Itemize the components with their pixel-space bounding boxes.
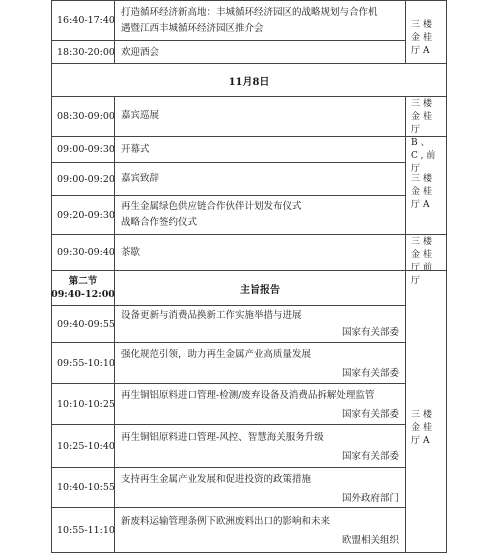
location-cell: 三楼金桂厅B、C,前厅	[405, 96, 447, 137]
session-line: 新废料运输管理条例下欧洲废料出口的影响和未来	[121, 516, 331, 527]
time-cell: 10:40-10:55	[51, 467, 115, 508]
session-cell	[114, 305, 406, 343]
time-cell: 16:40-17:40	[51, 0, 115, 41]
session-cell	[114, 467, 406, 508]
location-cell: 三楼金桂厅A	[405, 270, 447, 553]
presenter: 国家有关部委	[341, 368, 399, 379]
time-cell: 09:40-09:55	[51, 305, 115, 343]
presenter: 国家有关部委	[341, 409, 399, 420]
time-cell: 10:10-10:25	[51, 383, 115, 425]
session-line: 欢迎酒会	[121, 47, 160, 58]
session-line: 开幕式	[121, 144, 150, 155]
presenter: 国家有关部委	[341, 327, 399, 338]
time-cell: 18:30-20:00	[51, 40, 115, 64]
section-time: 09:40-12:00	[51, 289, 115, 300]
time-cell: 10:25-10:40	[51, 424, 115, 468]
time-cell: 09:20-09:30	[51, 195, 115, 235]
time-cell: 09:00-09:20	[51, 162, 115, 196]
location-cell: 三楼金桂厅A	[405, 136, 447, 235]
session-line: 遇暨江西丰城循环经济园区推介会	[121, 23, 264, 34]
presenter: 国家有关部委	[341, 451, 399, 462]
session-line: 打造循环经济新高地：丰城循环经济园区的战略规划与合作机	[121, 7, 378, 18]
time-cell: 10:55-11:10	[51, 507, 115, 553]
time-cell: 09:00-09:30	[51, 136, 115, 163]
time-cell: 08:30-09:00	[51, 96, 115, 137]
session-cell	[114, 40, 406, 64]
location-cell: 三楼金桂厅A	[405, 0, 447, 64]
section-name: 第二节	[68, 276, 98, 287]
agenda-table	[51, 0, 447, 553]
location-cell: 三楼金桂厅前厅	[405, 234, 447, 271]
session-line: 支持再生金属产业发展和促进投资的政策措施	[121, 474, 312, 485]
session-cell	[114, 96, 406, 137]
session-line: 战略合作签约仪式	[121, 217, 198, 228]
session-cell	[114, 195, 406, 235]
session-cell	[114, 0, 406, 41]
session-cell	[114, 342, 406, 384]
presenter: 国外政府部门	[341, 493, 399, 504]
date-header: 11月8日	[51, 63, 447, 97]
section-title: 主旨报告	[114, 270, 406, 306]
session-cell	[114, 162, 406, 196]
session-cell	[114, 234, 406, 271]
session-line: 嘉宾巡展	[121, 110, 160, 121]
session-cell	[114, 136, 406, 163]
session-line: 再生铜铝原料进口管理-检测/废弃设备及消费品拆解处理监管	[121, 390, 375, 401]
session-line: 再生铜铝原料进口管理-风控、智慧海关服务升级	[121, 432, 324, 443]
presenter: 欧盟相关组织	[341, 535, 399, 546]
session-line: 设备更新与消费品换新工作实施举措与进展	[121, 310, 302, 321]
session-cell	[114, 424, 406, 468]
session-line: 茶歇	[121, 247, 141, 258]
session-cell	[114, 383, 406, 425]
time-cell: 09:55-10:10	[51, 342, 115, 384]
session-line: 强化规范引领，助力再生金属产业高质量发展	[121, 349, 312, 360]
session-line: 嘉宾致辞	[121, 173, 160, 184]
session-cell	[114, 507, 406, 553]
time-cell: 09:30-09:40	[51, 234, 115, 271]
section-label	[51, 270, 115, 306]
session-line: 再生金属绿色供应链合作伙伴计划发布仪式	[121, 201, 302, 212]
